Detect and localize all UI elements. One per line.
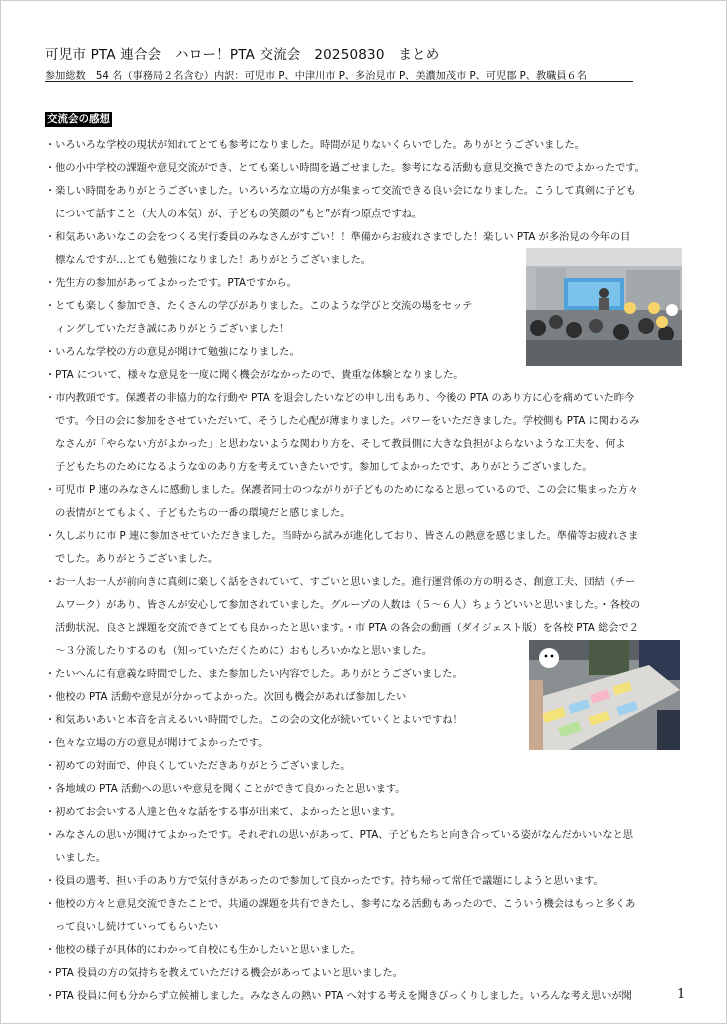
comment-item <box>45 364 685 387</box>
participants-summary: 参加総数 54 名（事務局２名含む）内訳：可児市 P、中津川市 P、多治見市 P、美濃加茂市 P、可児郡 P、教職員６名 <box>45 71 587 82</box>
comment-line: ・初めての対面で、仲良くしていただきありがとうございました。 <box>45 761 351 772</box>
comment-line: ・色々な立場の方の意見が聞けてよかったです。 <box>45 738 269 749</box>
comment-line: ・他の小中学校の課題や意見交流ができ、とても楽しい時間を過ごせました。参考になる活動も意見交換できたのでよかったです。 <box>45 163 645 174</box>
comment-item <box>45 180 685 226</box>
comment-line: 活動状況、良さと課題を交流できてとても良かったと思います。・市 PTA の各会の動画（ダイジェスト版）を各校 PTA 総会で２ <box>45 623 639 634</box>
comment-line: ・市内教頭です。保護者の非協力的な行動や PTA を退会したいなどの申し出もあり、今後の PTA のあり方に心を痛めていた昨今 <box>45 393 635 404</box>
section-heading: 交流会の感想 <box>47 113 110 125</box>
comment-line: ・和気あいあいなこの会をつくる実行委員のみなさんがすごい！！準備からお疲れさまでした！楽しい PTA が多治見の今年の目 <box>45 232 631 243</box>
participants-underline <box>45 81 633 82</box>
comment-line: ・いろいろな学校の現状が知れてとても参考になりました。時間が足りないくらいでした。ありがとうございました。 <box>45 140 585 151</box>
comment-line: ・和気あいあいと本音を言えるいい時間でした。この会の文化が続いていくとよいですね！ <box>45 715 463 726</box>
document-title: 可児市 PTA 連合会 ハロー！PTA 交流会 20250830 まとめ <box>45 47 440 63</box>
comment-item <box>45 870 685 893</box>
comment-item <box>45 985 685 1008</box>
comment-item <box>45 134 685 157</box>
presentation-room-image <box>526 248 682 366</box>
comment-line: いました。 <box>45 853 107 864</box>
comment-line: ・初めてお会いする人達と色々な話をする事が出来て、よかったと思います。 <box>45 807 401 818</box>
comment-item <box>45 962 685 985</box>
comment-item <box>45 824 685 870</box>
comment-line: って良いし続けていってもらいたい <box>45 922 219 933</box>
comment-line: 標なんですが…とても勉強になりました！ありがとうございました。 <box>45 255 371 266</box>
page-number: 1 <box>677 987 686 1002</box>
comment-line: 子どもたちのためになるような①のあり方を考えていきたいです。参加してよかったです、ありがとうございました。 <box>45 462 593 473</box>
comment-line: の表情がとてもよく、子どもたちの一番の環境だと感じました。 <box>45 508 351 519</box>
comment-line: ・みなさんの思いが聞けてよかったです。それぞれの思いがあって、PTA、子どもたちと向き合っている姿がなんだかいいなと思 <box>45 830 633 841</box>
comment-line: ・他校の方々と意見交流できたことで、共通の課題を共有できたし、参考になる活動もあったので、こういう機会はもっと多くあ <box>45 899 636 910</box>
comment-line: ・いろんな学校の方の意見が聞けて勉強になりました。 <box>45 347 300 358</box>
comment-line: ～３分流したりするのも（知っていただくために）おもしろいかなと思いました。 <box>45 646 433 657</box>
comment-line: ・各地域の PTA 活動への思いや意見を聞くことができて良かったと思います。 <box>45 784 406 795</box>
comment-item <box>45 755 685 778</box>
comment-line: ・たいへんに有意義な時間でした、また参加したい内容でした。ありがとうございました。 <box>45 669 463 680</box>
comment-line: ムワーク）があり、皆さんが安心して参加されていました。グループの人数は（５～６人）ちょうどいいと思いました。・各校の <box>45 600 641 611</box>
event-photo-presentation <box>526 248 682 366</box>
event-photo-table <box>529 640 680 750</box>
comment-line: ・役員の選考、担い手のあり方で気付きがあったので参加して良かったです。持ち帰って常任で議題にしようと思います。 <box>45 876 604 887</box>
comment-line: なさんが「やらない方がよかった」と思わないような関わり方を、そして教員側に大きな負担がよらないような工夫を、何よ <box>45 439 626 450</box>
comment-line: ・PTA 役員に何も分からず立候補しました。みなさんの熱い PTA へ対する考えを聞きびっくりしました。いろんな考え思いが聞 <box>45 991 632 1002</box>
comment-line: です。今日の会に参加をさせていただいて、そうした心配が薄まりました。パワーをいただきました。学校側も PTA に関わるみ <box>45 416 640 427</box>
comment-line: について話すこと（大人の本気）が、子どもの笑顔の“もと”が育つ原点ですね。 <box>45 209 423 220</box>
comment-line: ・PTA 役員の方の気持ちを教えていただける機会があってよいと思いました。 <box>45 968 403 979</box>
comment-item <box>45 525 685 571</box>
comment-line: ・PTA について、様々な意見を一度に聞く機会がなかったので、貴重な体験となりました。 <box>45 370 464 381</box>
comment-item <box>45 387 685 479</box>
table-discussion-image <box>529 640 680 750</box>
comment-item <box>45 939 685 962</box>
comment-item <box>45 778 685 801</box>
comment-line: ・他校の様子が具体的にわかって自校にも生かしたいと思いました。 <box>45 945 361 956</box>
comment-item <box>45 801 685 824</box>
comment-line: ・久しぶりに市 P 連に参加させていただきました。当時から試みが進化しており、皆さんの熱意を感じました。準備等お疲れさま <box>45 531 639 542</box>
comment-line: でした。ありがとうございました。 <box>45 554 219 565</box>
comment-item <box>45 893 685 939</box>
comment-line: ・楽しい時間をありがとうございました。いろいろな立場の方が集まって交流できる良い会になりました。こうして真剣に子ども <box>45 186 636 197</box>
comment-item <box>45 157 685 180</box>
comment-line: ィングしていただき誠にありがとうございました！ <box>45 324 290 335</box>
comment-line: ・とても楽しく参加でき、たくさんの学びがありました。このような学びと交流の場をセッテ <box>45 301 473 312</box>
comment-line: ・お一人お一人が前向きに真剣に楽しく話をされていて、すごいと思いました。進行運営係の方の明るさ、創意工夫、団結（チー <box>45 577 636 588</box>
comment-item <box>45 479 685 525</box>
comment-line: ・他校の PTA 活動や意見が分かってよかった。次回も機会があれば参加したい <box>45 692 407 703</box>
comment-line: ・先生方の参加があってよかったです。PTAですから。 <box>45 278 297 289</box>
comment-line: ・可児市 P 連のみなさんに感動しました。保護者同士のつながりが子どものためになると思っているので、この会に集まった方々 <box>45 485 639 496</box>
